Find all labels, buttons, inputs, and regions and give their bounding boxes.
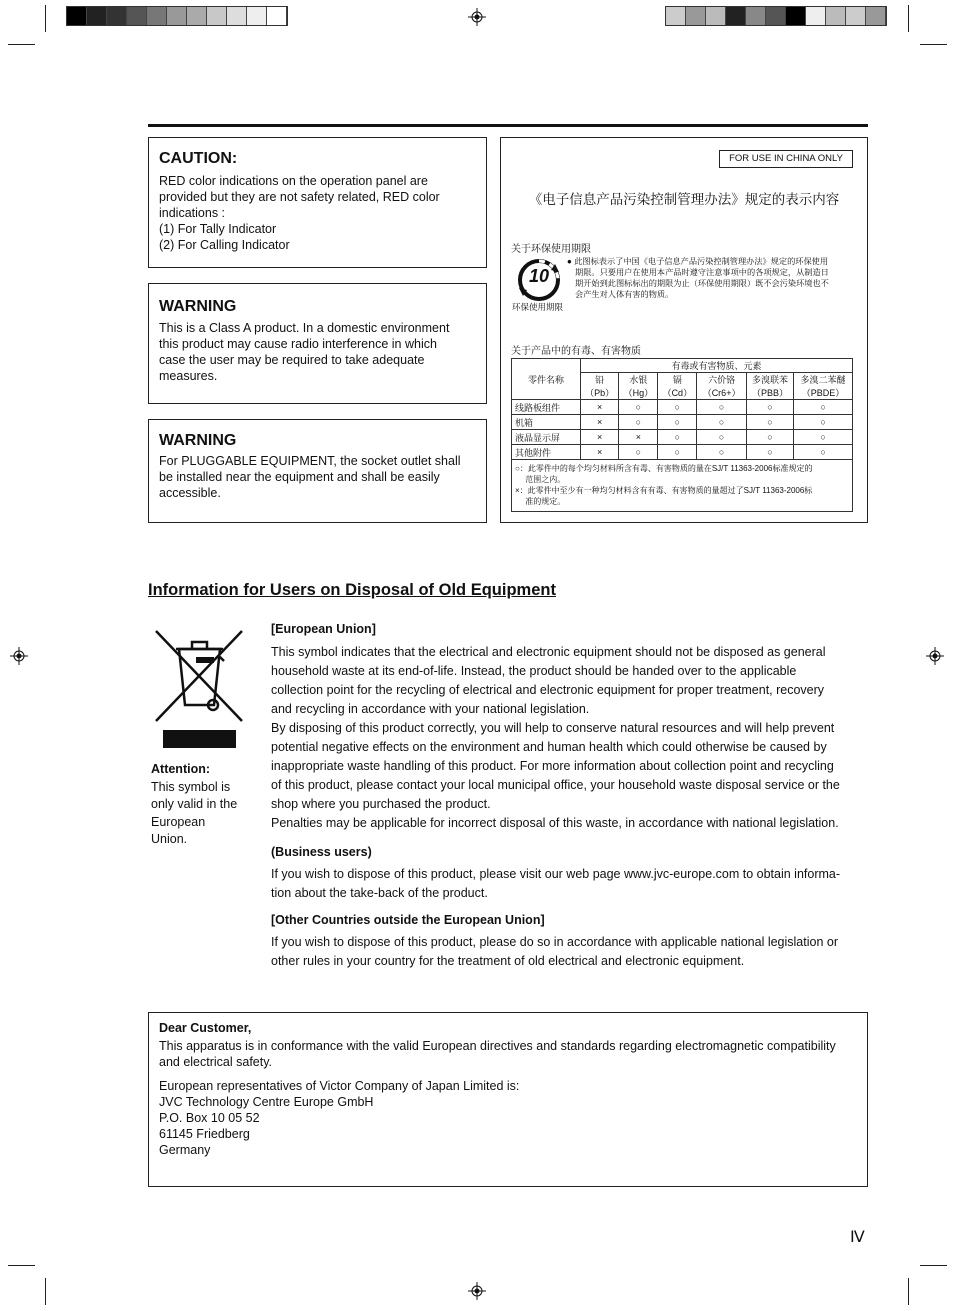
color-swatch [666, 7, 686, 25]
text-line: 61145 Friedberg [159, 1127, 250, 1141]
color-swatch [87, 7, 107, 25]
text-line: This is a Class A product. In a domestic environment [159, 321, 450, 335]
table-notes-row [512, 460, 853, 512]
table-cell: ○ [794, 430, 853, 445]
table-cell: ○ [658, 400, 697, 415]
substances-heading: 关于产品中的有毒、有害物质 [511, 346, 641, 357]
text-line: potential negative effects on the environment and human health which could otherwise be caused by [271, 740, 827, 754]
color-swatch [207, 7, 227, 25]
color-swatch [866, 7, 886, 25]
table-row [512, 415, 853, 430]
table-cell: ○ [619, 400, 658, 415]
table-row [512, 445, 853, 460]
eu-paragraph [271, 643, 871, 833]
table-cell: × [581, 415, 619, 430]
china-only-tag: FOR USE IN CHINA ONLY [719, 150, 853, 168]
business-paragraph [271, 865, 871, 903]
part-name: 其他附件 [512, 445, 581, 460]
registration-mark-icon [10, 647, 28, 665]
crop-mark [8, 44, 35, 45]
registration-mark-icon [926, 647, 944, 665]
crop-mark [908, 5, 909, 32]
text-line: JVC Technology Centre Europe GmbH [159, 1095, 374, 1109]
other-countries-heading: [Other Countries outside the European Union] [271, 913, 545, 927]
color-bar-right [665, 6, 887, 26]
crop-mark [908, 1278, 909, 1305]
part-name: 机箱 [512, 415, 581, 430]
text-line: (2) For Calling Indicator [159, 238, 290, 252]
disposal-body [271, 620, 871, 971]
crop-mark [920, 44, 947, 45]
table-cell: ○ [658, 430, 697, 445]
color-swatch [746, 7, 766, 25]
text-line: indications : [159, 206, 226, 220]
disposal-section-title: Information for Users on Disposal of Old Equipment [148, 581, 556, 599]
attention-title: Attention: [151, 762, 211, 776]
text-line: For PLUGGABLE EQUIPMENT, the socket outlet shall [159, 454, 461, 468]
table-note: 准的规定。 [515, 497, 566, 506]
color-swatch [187, 7, 207, 25]
table-cell: ○ [697, 415, 747, 430]
text-line: 会产生对人体有害的物质。 [575, 290, 674, 299]
china-title: 《电子信息产品污染控制管理办法》规定的表示内容 [528, 192, 840, 207]
caution-text [159, 173, 476, 253]
table-cell: × [581, 400, 619, 415]
substances-group-header: 有毒或有害物质、元素 [581, 359, 853, 373]
text-line: inappropriate waste handling of this product. For more information about collection point and recycling [271, 759, 834, 773]
crossed-out-wheelie-bin-icon [154, 627, 244, 749]
column-header: 多溴二苯醚 （PBDE） [794, 373, 853, 400]
text-line: This symbol indicates that the electrical and electronic equipment should not be disposed as general [271, 645, 826, 659]
part-name: 液晶显示屏 [512, 430, 581, 445]
color-swatch [786, 7, 806, 25]
text-line: measures. [159, 369, 218, 383]
table-note: 范围之内。 [515, 475, 566, 484]
text-line: be installed near the equipment and shall be easily [159, 470, 440, 484]
warning-text [159, 320, 476, 384]
warning-pluggable-box [148, 419, 487, 523]
table-cell: ○ [697, 445, 747, 460]
part-name: 线路板组件 [512, 400, 581, 415]
text-line: ● 此图标表示了中国《电子信息产品污染控制管理办法》规定的环保使用 [567, 257, 829, 266]
text-line: European [151, 814, 206, 829]
color-swatch [267, 7, 287, 25]
part-name-header: 零件名称 [512, 359, 581, 400]
warning-text [159, 453, 476, 501]
color-swatch [147, 7, 167, 25]
table-cell: ○ [794, 415, 853, 430]
table-cell: ○ [658, 445, 697, 460]
warning-class-a-box [148, 283, 487, 404]
color-swatch [826, 7, 846, 25]
business-heading: (Business users) [271, 845, 372, 859]
color-swatch [686, 7, 706, 25]
text-line: shop where you purchased the product. [271, 797, 491, 811]
period-description [567, 256, 857, 300]
table-cell: ○ [746, 400, 793, 415]
dear-customer-box [148, 1012, 868, 1187]
top-rule [148, 124, 868, 127]
text-line: provided but they are not safety related, RED color [159, 190, 440, 204]
table-cell: ○ [658, 415, 697, 430]
table-note: ○：此零件中的每个均匀材料所含有毒、有害物质的量在SJ/T 11363-2006标准规定的 [515, 464, 813, 473]
period-heading: 关于环保使用期限 [511, 244, 591, 255]
table-cell: × [581, 430, 619, 445]
table-cell: ○ [794, 445, 853, 460]
registration-mark-icon [468, 1282, 486, 1300]
text-line: P.O. Box 10 05 52 [159, 1111, 260, 1125]
column-header: 铅 （Pb） [581, 373, 619, 400]
logo-number: 10 [528, 266, 550, 286]
column-header: 多溴联苯 （PBB） [746, 373, 793, 400]
caution-title: CAUTION: [159, 150, 238, 167]
table-note: ×：此零件中至少有一种均匀材料含有有毒、有害物质的量超过了SJ/T 11363-2006标 [515, 486, 813, 495]
table-cell: ○ [697, 400, 747, 415]
table-row [512, 400, 853, 415]
text-line: 期开始到此图标标出的期限为止（环保使用期限）既不会污染环境也不 [575, 279, 829, 288]
other-countries-paragraph [271, 933, 871, 971]
text-line: of this product, please contact your local municipal office, your household waste disposal service or the [271, 778, 840, 792]
caution-box [148, 137, 487, 268]
text-line: Penalties may be applicable for incorrect disposal of this waste, in accordance with national legislation. [271, 816, 839, 830]
crop-mark [920, 1265, 947, 1266]
column-header: 镉 （Cd） [658, 373, 697, 400]
text-line: By disposing of this product correctly, you will help to conserve natural resources and will help prevent [271, 721, 835, 735]
text-line: Germany [159, 1143, 211, 1157]
representative-address [159, 1078, 857, 1158]
eu-heading: [European Union] [271, 622, 376, 636]
table-cell: ○ [746, 445, 793, 460]
table-cell: ○ [697, 430, 747, 445]
color-bar-left [66, 6, 288, 26]
table-cell: ○ [794, 400, 853, 415]
color-swatch [127, 7, 147, 25]
color-swatch [67, 7, 87, 25]
text-line: tion about the take-back of the product. [271, 886, 488, 900]
text-line: and recycling in accordance with your national legislation. [271, 702, 590, 716]
warning-title: WARNING [159, 432, 237, 449]
text-line: This apparatus is in conformance with the valid European directives and standards regarding electromagnetic compatibility [159, 1039, 836, 1053]
color-swatch [167, 7, 187, 25]
table-cell: ○ [746, 430, 793, 445]
crop-mark [8, 1265, 35, 1266]
text-line: (1) For Tally Indicator [159, 222, 277, 236]
text-line: household waste at its end-of-life. Instead, the product should be handed over to the applicable [271, 664, 797, 678]
table-cell: ○ [619, 445, 658, 460]
crop-mark [45, 1278, 46, 1305]
registration-mark-icon [468, 8, 486, 26]
text-line: collection point for the recycling of electrical and electronic equipment for proper treatment, recovery [271, 683, 825, 697]
color-swatch [806, 7, 826, 25]
color-swatch [846, 7, 866, 25]
text-line: 期限。只要用户在使用本产品时遵守注意事项中的各项规定，从制造日 [575, 268, 829, 277]
color-swatch [726, 7, 746, 25]
warning-title: WARNING [159, 298, 237, 315]
text-line: case the user may be required to take adequate [159, 353, 425, 367]
color-swatch [247, 7, 267, 25]
color-swatch [107, 7, 127, 25]
text-line: If you wish to dispose of this product, please do so in accordance with applicable national legislation or [271, 935, 839, 949]
table-cell: ○ [619, 415, 658, 430]
customer-greeting: Dear Customer, [159, 1021, 252, 1035]
text-line: If you wish to dispose of this product, please visit our web page www.jvc-europe.com to obtain informa- [271, 867, 841, 881]
text-line: European representatives of Victor Company of Japan Limited is: [159, 1079, 520, 1093]
text-line: and electrical safety. [159, 1055, 273, 1069]
text-line: This symbol is [151, 779, 231, 794]
table-cell: × [619, 430, 658, 445]
text-line: accessible. [159, 486, 221, 500]
page-number: Ⅳ [850, 1229, 865, 1246]
table-cell: × [581, 445, 619, 460]
text-line: only valid in the [151, 797, 238, 811]
table-row [512, 430, 853, 445]
color-swatch [706, 7, 726, 25]
crop-mark [45, 5, 46, 32]
table-cell: ○ [746, 415, 793, 430]
color-swatch [766, 7, 786, 25]
color-swatch [227, 7, 247, 25]
attention-note [151, 761, 261, 849]
column-header: 水银 （Hg） [619, 373, 658, 400]
text-line: Union. [151, 832, 188, 846]
text-line: other rules in your country for the treatment of old electrical and electronic equipment. [271, 954, 745, 968]
text-line: RED color indications on the operation panel are [159, 174, 428, 188]
text-line: this product may cause radio interference in which [159, 337, 437, 351]
hazardous-substances-table [511, 358, 853, 512]
logo-caption: 环保使用期限 [512, 302, 564, 312]
column-header: 六价铬 （Cr6+） [697, 373, 747, 400]
